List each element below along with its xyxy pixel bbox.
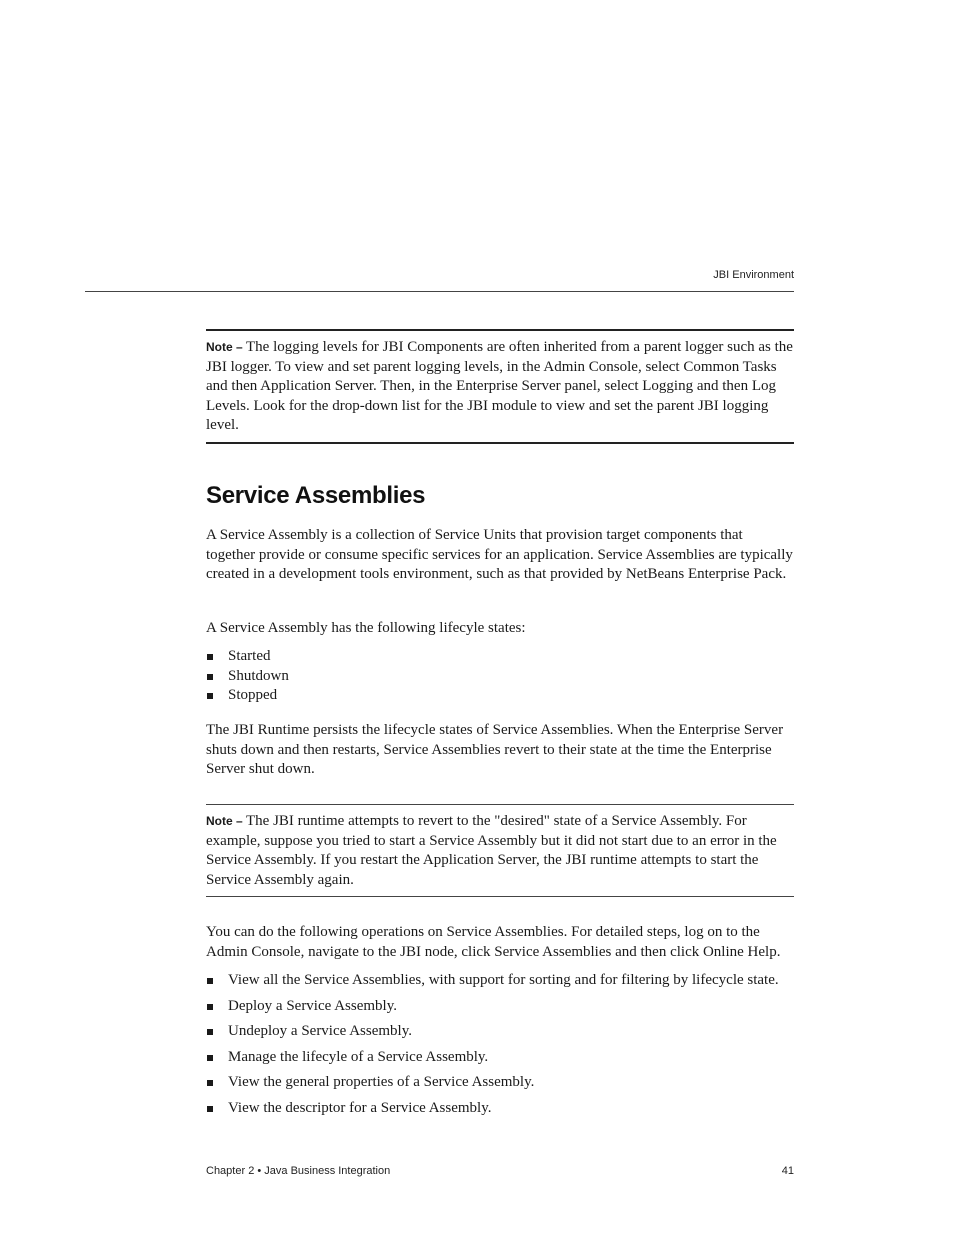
list-item-text: Deploy a Service Assembly. [228, 997, 397, 1014]
section-title: Service Assemblies [206, 482, 426, 509]
note-box-revert [206, 804, 794, 897]
note-text: The logging levels for JBI Components are often inherited from a parent logger such as the JBI logger. To view and set parent logging levels, in the Admin Console, select Common Tasks and then Application Server. Then, in the Enterprise Server panel, select Logging and then Log Levels. Look for the drop-down list for the JBI module to view and set the parent JBI logging level. [206, 339, 793, 433]
lifecycle-states-list [206, 647, 794, 706]
header-rule [85, 291, 794, 292]
list-item [206, 686, 794, 706]
footer-chapter: Chapter 2 • Java Business Integration [206, 1165, 391, 1177]
states-intro-paragraph: A Service Assembly has the following lifecyle states: [206, 620, 526, 636]
list-item [206, 1048, 794, 1068]
bullet-icon [207, 1080, 213, 1086]
operations-list [206, 971, 794, 1125]
bullet-icon [207, 1055, 213, 1061]
persist-paragraph: The JBI Runtime persists the lifecycle states of Service Assemblies. When the Enterprise Server shuts down and then restarts, Service Assemblies revert to their state at the time the Enterprise Server shut down. [206, 722, 784, 777]
list-item [206, 1073, 794, 1093]
bullet-icon [207, 1004, 213, 1010]
list-item [206, 667, 794, 687]
bullet-icon [207, 654, 213, 660]
note-box-logging [206, 329, 794, 444]
list-item-text: View the descriptor for a Service Assembly. [228, 1099, 492, 1116]
list-item [206, 1099, 794, 1119]
list-item [206, 647, 794, 667]
bullet-icon [207, 1106, 213, 1112]
bullet-icon [207, 693, 213, 699]
list-item [206, 997, 794, 1017]
note-label: Note – [206, 340, 247, 354]
list-item-text: Undeploy a Service Assembly. [228, 1023, 412, 1040]
operations-intro-paragraph: You can do the following operations on Service Assemblies. For detailed steps, log on to the Admin Console, navigate to the JBI node, click Service Assemblies and then click Online Help. [206, 924, 781, 960]
list-item [206, 971, 794, 991]
list-item-text: View the general properties of a Service Assembly. [228, 1074, 535, 1091]
bullet-icon [207, 674, 213, 680]
bullet-icon [207, 978, 213, 984]
list-item-text: Shutdown [228, 667, 289, 684]
list-item-text: Manage the lifecyle of a Service Assembly. [228, 1048, 489, 1065]
running-head: JBI Environment [713, 269, 794, 281]
bullet-icon [207, 1029, 213, 1035]
note-label: Note – [206, 814, 247, 828]
intro-paragraph: A Service Assembly is a collection of Service Units that provision target components that together provide or consume specific services for an application. Service Assemblies are typically created in a development tools environment, such as that provided by NetBeans Enterprise Pack. [206, 527, 793, 582]
footer-page-number: 41 [781, 1165, 794, 1177]
list-item-text: Started [228, 648, 271, 664]
list-item-text: Stopped [228, 687, 278, 704]
note-text: The JBI runtime attempts to revert to the "desired" state of a Service Assembly. For example, suppose you tried to start a Service Assembly but it did not start due to an error in the Service Assembly. If you restart the Application Server, the JBI runtime attempts to start the Service Assembly again. [206, 813, 777, 888]
list-item-text: View all the Service Assemblies, with support for sorting and for filtering by lifecycle state. [228, 972, 779, 988]
list-item [206, 1022, 794, 1042]
